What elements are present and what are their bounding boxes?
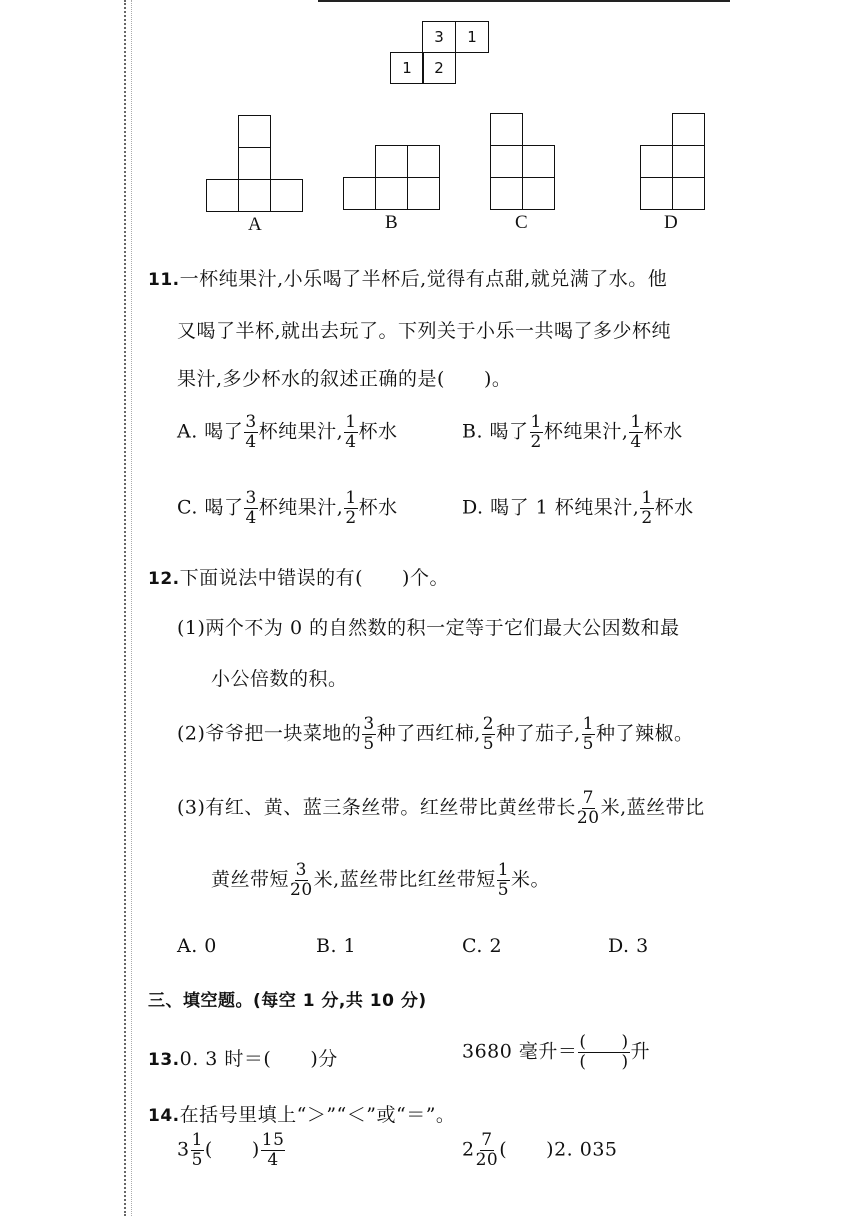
figure-cell — [375, 145, 408, 178]
figure-a-label: A — [248, 214, 262, 235]
figure-cell — [640, 145, 673, 178]
fraction: $\frac{2}{5}$ — [482, 714, 495, 754]
figure-cell — [238, 147, 271, 180]
q12-statement-1a: (1)两个不为 0 的自然数的积一定等于它们最大公因数和最 — [177, 617, 680, 639]
q12-number: 12. — [148, 569, 180, 589]
q12-statement-3b: 黄丝带短 $\frac{3}{20}$ 米,蓝丝带比红丝带短 $\frac{1}{5}$ 米。 — [211, 860, 551, 900]
q14-stem: 14.在括号里填上“＞”“＜”或“＝”。 — [148, 1104, 456, 1126]
q14-number: 14. — [148, 1106, 180, 1126]
fraction: $\frac{3}{4}$ — [245, 412, 257, 452]
figure-cell — [270, 179, 303, 212]
figure-d-label: D — [664, 212, 678, 233]
fraction: $\frac{1}{2}$ — [530, 412, 542, 452]
fraction: $\frac{1}{4}$ — [630, 412, 642, 452]
net-cell: 1 — [455, 21, 489, 53]
figure-cell — [522, 145, 555, 178]
net-cell: 3 — [422, 21, 456, 53]
fraction: $\frac{7}{20}$ — [475, 1130, 499, 1170]
figure-cell — [672, 113, 705, 146]
net-cell: 2 — [422, 52, 456, 84]
fraction: $\frac{1}{5}$ — [497, 860, 510, 900]
q11-number: 11. — [148, 270, 180, 290]
q14-item-b: 2 $\frac{7}{20}$ ( )2. 035 — [462, 1130, 618, 1170]
q11-text: 一杯纯果汁,小乐喝了半杯后,觉得有点甜,就兑满了水。他 — [179, 268, 668, 290]
figure-cell — [490, 113, 523, 146]
figure-cell — [375, 177, 408, 210]
q13-left: 13.0. 3 时＝( )分 — [148, 1048, 338, 1070]
fraction: $\frac{3}{20}$ — [290, 860, 313, 900]
q12-option-d: D. 3 — [608, 935, 649, 957]
figure-cell — [490, 177, 523, 210]
q11-line-3: 果汁,多少杯水的叙述正确的是( )。 — [177, 368, 512, 390]
figure-cell — [343, 177, 376, 210]
fraction: $\frac{1}{5}$ — [582, 714, 594, 754]
fraction: $\frac{1}{2}$ — [641, 488, 653, 528]
figure-cell — [490, 145, 523, 178]
figure-cell — [640, 177, 673, 210]
fraction: $\frac{7}{20}$ — [576, 788, 600, 828]
q11-option-c: C. 喝了 $\frac{3}{4}$ 杯纯果汁, $\frac{1}{2}$ 杯水 — [177, 488, 398, 528]
fraction-blank: $\frac{( )}{( )}$ — [579, 1032, 629, 1072]
fraction: $\frac{1}{4}$ — [345, 412, 357, 452]
q12-statement-1b: 小公倍数的积。 — [211, 668, 348, 690]
figure-cell — [672, 145, 705, 178]
q12-option-c: C. 2 — [462, 935, 503, 957]
q12-statement-2: (2)爷爷把一块菜地的 $\frac{3}{5}$ 种了西红柿, $\frac{2}{5}$ 种了茄子, $\frac{1}{5}$ 种了辣椒。 — [177, 714, 694, 754]
net-cell: 1 — [390, 52, 424, 84]
figure-cell — [672, 177, 705, 210]
q12-statement-3a: (3)有红、黄、蓝三条丝带。红丝带比黄丝带长 $\frac{7}{20}$ 米,蓝丝带比 — [177, 788, 705, 828]
q12-stem: 12.下面说法中错误的有( )个。 — [148, 567, 449, 589]
binding-margin-inner — [131, 0, 132, 1216]
figure-cell — [522, 177, 555, 210]
figure-cell — [238, 179, 271, 212]
q12-option-a: A. 0 — [177, 935, 217, 957]
fraction: $\frac{1}{2}$ — [345, 488, 357, 528]
q13-number: 13. — [148, 1050, 180, 1070]
q11-line-1 — [148, 264, 667, 291]
section-3-heading: 三、填空题。(每空 1 分,共 10 分) — [148, 991, 427, 1011]
header-rule — [318, 0, 730, 2]
binding-margin — [124, 0, 126, 1216]
figure-cell — [238, 115, 271, 148]
q11-option-b: B. 喝了 $\frac{1}{2}$ 杯纯果汁, $\frac{1}{4}$ 杯水 — [462, 412, 683, 452]
fraction: $\frac{3}{5}$ — [363, 714, 375, 754]
q11-option-d: D. 喝了 1 杯纯果汁, $\frac{1}{2}$ 杯水 — [462, 488, 694, 528]
figure-cell — [407, 145, 440, 178]
q12-option-b: B. 1 — [316, 935, 357, 957]
figure-cell — [407, 177, 440, 210]
figure-c-label: C — [515, 212, 528, 233]
fraction: $\frac{1}{5}$ — [191, 1130, 203, 1170]
q14-item-a: 3 $\frac{1}{5}$ ( ) $\frac{15}{4}$ — [177, 1130, 285, 1170]
q13-right: 3680 毫升＝ $\frac{( )}{( )}$ 升 — [462, 1032, 651, 1072]
fraction: $\frac{15}{4}$ — [261, 1130, 285, 1170]
q11-option-a: A. 喝了 $\frac{3}{4}$ 杯纯果汁, $\frac{1}{4}$ 杯水 — [177, 412, 398, 452]
figure-b-label: B — [385, 212, 398, 233]
fraction: $\frac{3}{4}$ — [245, 488, 257, 528]
figure-cell — [206, 179, 239, 212]
q11-line-2: 又喝了半杯,就出去玩了。下列关于小乐一共喝了多少杯纯 — [177, 320, 672, 342]
